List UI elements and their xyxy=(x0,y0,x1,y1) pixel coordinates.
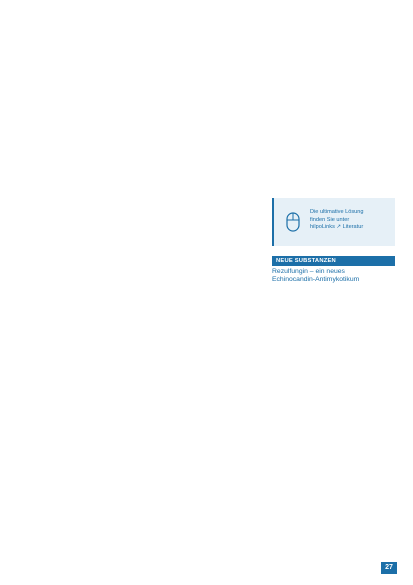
sidebar-line: Die ultimative Lösung xyxy=(310,209,364,215)
section-label: NEUE SUBSTANZEN xyxy=(272,256,395,266)
computer-mouse-icon xyxy=(284,212,302,232)
section-title-line: Echinocandin-Antimykotikum xyxy=(272,276,360,284)
page-number: 27 xyxy=(381,562,397,574)
sidebar-text xyxy=(310,209,392,232)
literature-sidebar-box[interactable] xyxy=(272,198,395,246)
sidebar-line: finden Sie unter xyxy=(310,216,350,223)
section-title xyxy=(272,268,395,284)
section-title-line: Rezulfungin – ein neues xyxy=(272,268,345,275)
sidebar-link[interactable]: hilpoLinks ↗ Literatur xyxy=(310,224,364,231)
